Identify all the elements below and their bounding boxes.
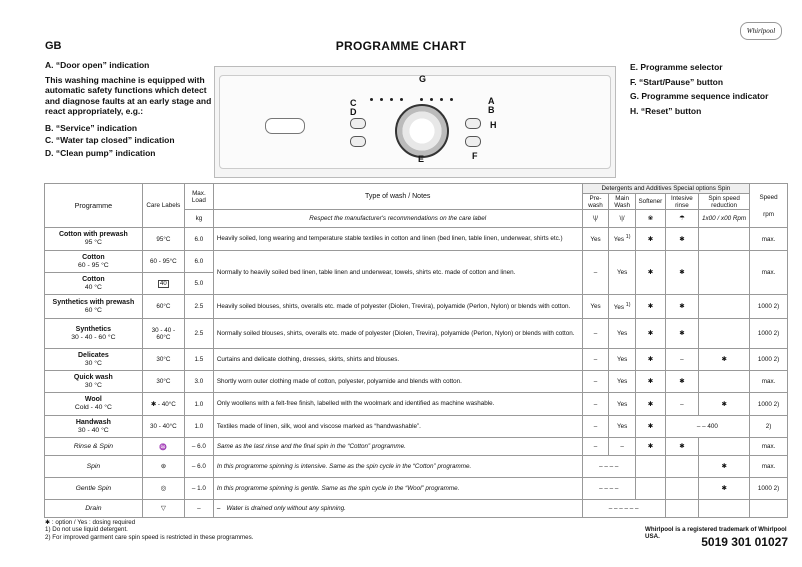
programme-title: Delicates xyxy=(78,351,109,359)
indication-h: H. “Reset” button xyxy=(630,105,702,116)
speed-value: max. xyxy=(750,251,788,295)
care-label: 60 - 95°C xyxy=(142,251,184,273)
programme-title: Synthetics with prewash xyxy=(52,298,135,306)
indicator-led xyxy=(390,98,393,101)
care-label: 30°C xyxy=(142,371,184,393)
prewash-value: Yes xyxy=(582,228,609,251)
table-row xyxy=(45,478,788,500)
programme-name xyxy=(45,416,143,438)
softener-value xyxy=(635,478,665,500)
care-label: 60°C xyxy=(142,295,184,319)
programme-name xyxy=(45,456,143,478)
programme-temp: 30 °C xyxy=(84,381,102,389)
programme-title: Cotton xyxy=(82,253,105,261)
programme-title: Wool xyxy=(84,396,102,403)
table-row xyxy=(45,456,788,478)
programme-title: Rinse & Spin xyxy=(73,442,114,450)
indication-d: D. “Clean pump” indication xyxy=(45,147,156,158)
country-code: GB xyxy=(45,40,62,52)
control-panel-face xyxy=(219,75,611,169)
care-label: 95°C xyxy=(142,228,184,251)
col-detergents-group: Detergents and Additives Special options Spin xyxy=(582,184,750,194)
intensive-rinse-value: ✱ xyxy=(665,251,698,295)
max-load: 6.0 xyxy=(184,251,213,273)
col-kg: kg xyxy=(184,210,213,228)
respect-note: Respect the manufacturer's recommendations on the care label xyxy=(213,210,582,228)
indication-b: B. “Service” indication xyxy=(45,122,138,133)
care-label: ♒ xyxy=(142,438,184,456)
intensive-rinse-value: ✱ xyxy=(665,228,698,251)
panel-label-d: D xyxy=(350,107,357,117)
wash-notes xyxy=(213,500,582,518)
panel-label-c: C xyxy=(350,98,357,108)
wash-notes: Shortly worn outer clothing made of cotton, polyester, polyamide and blends with cotton. xyxy=(213,371,582,393)
programme-name xyxy=(45,478,143,500)
wash-notes: Heavily soiled, long wearing and temperature stable textiles in cotton and linen (bed linen, table linen, underwear, shirts etc.) xyxy=(213,228,582,251)
col-programme: Programme xyxy=(45,184,143,228)
programme-name xyxy=(45,393,143,416)
prewash-value: – xyxy=(582,416,609,438)
panel-brand-badge xyxy=(265,118,305,134)
col-speed xyxy=(750,184,788,228)
indicator-led xyxy=(380,98,383,101)
spin-reduction-value xyxy=(699,438,750,456)
left-indications xyxy=(45,60,215,158)
speed-value: 1000 2) xyxy=(750,295,788,319)
mainwash-value: Yes xyxy=(609,349,636,371)
spin-reduction-value xyxy=(699,500,750,518)
care-label: 30°C xyxy=(142,349,184,371)
speed-value: max. xyxy=(750,438,788,456)
softener-icon: ❀ xyxy=(635,210,665,228)
indication-f: F. “Start/Pause” button xyxy=(630,76,724,87)
prewash-icon: \|/ xyxy=(582,210,609,228)
panel-label-e: E xyxy=(418,154,425,164)
spin-rpm-note: 1x00 / x00 Rpm xyxy=(699,210,750,228)
programme-temp: 30 - 40 °C xyxy=(78,426,109,434)
care-label: ◎ xyxy=(142,478,184,500)
table-row xyxy=(45,295,788,319)
softener-value: ✱ xyxy=(635,393,665,416)
table-row xyxy=(45,393,788,416)
programme-temp: Cold - 40 °C xyxy=(74,404,112,411)
speed-label: Speed xyxy=(759,193,778,201)
max-load: 6.0 xyxy=(184,228,213,251)
programme-title: Handwash xyxy=(75,418,111,426)
col-spin-speed-reduction: Spin speed reduction xyxy=(699,194,750,210)
intensive-rinse-value: ✱ xyxy=(665,438,698,456)
wash-notes: Heavily soiled blouses, shirts, overalls etc. made of polyester (Diolen, Trevira), polyamide (Perlon, Nylon) or blends with cotton. xyxy=(213,295,582,319)
mainwash-value: Yes xyxy=(609,393,636,416)
rinse-icon: ☂ xyxy=(665,210,698,228)
speed-value: 1000 2) xyxy=(750,349,788,371)
programme-name xyxy=(45,295,143,319)
speed-value: 1000 2) xyxy=(750,478,788,500)
intensive-rinse-value xyxy=(665,456,698,478)
panel-label-f: F xyxy=(472,151,478,161)
mainwash-value: Yes xyxy=(609,319,636,349)
prewash-value: – xyxy=(582,251,609,295)
care-label xyxy=(142,273,184,295)
programme-title: Spin xyxy=(86,462,101,470)
programme-temp: 95 °C xyxy=(84,239,102,246)
wash-notes: Textiles made of linen, silk, wool and viscose marked as “handwashable”. xyxy=(213,416,582,438)
indication-e: E. Programme selector xyxy=(630,62,723,72)
max-load: 5.0 xyxy=(184,273,213,295)
indicator-led xyxy=(430,98,433,101)
speed-value: 1000 2) xyxy=(750,319,788,349)
mainwash-icon: \|/ xyxy=(609,210,636,228)
programme-temp: 60 - 95 °C xyxy=(78,261,109,269)
indicator-led xyxy=(370,98,373,101)
intensive-rinse-value xyxy=(665,478,698,500)
rpm-label: rpm xyxy=(763,210,774,218)
footnote-1: 1) Do not use liquid detergent. xyxy=(45,526,128,534)
max-load: 1.5 xyxy=(184,349,213,371)
max-load: 2.5 xyxy=(184,319,213,349)
programme-name xyxy=(45,273,143,295)
mainwash-value xyxy=(609,228,636,251)
footnote-2: 2) For improved garment care spin speed is restricted in these programmes. xyxy=(45,533,254,541)
intensive-rinse-value: ✱ xyxy=(665,319,698,349)
programme-name xyxy=(45,228,143,251)
panel-label-g: G xyxy=(419,74,427,84)
start-pause-button-drawing xyxy=(465,136,481,147)
speed-value: max. xyxy=(750,371,788,393)
speed-value: max. xyxy=(750,228,788,251)
max-load: 3.0 xyxy=(184,371,213,393)
load-dash: – xyxy=(216,504,221,512)
spin-reduction-value xyxy=(699,228,750,251)
max-load: – 6.0 xyxy=(184,456,213,478)
col-type-of-wash: Type of wash / Notes xyxy=(213,184,582,210)
prewash-value: Yes xyxy=(582,295,609,319)
panel-label-b: B xyxy=(488,105,495,115)
wash-notes: Curtains and delicate clothing, dresses, skirts, shirts and blouses. xyxy=(213,349,582,371)
max-load: 1.0 xyxy=(184,416,213,438)
spin-reduction-value: ✱ xyxy=(699,456,750,478)
col-mainwash: Main Wash xyxy=(609,194,636,210)
indication-g: G. Programme sequence indicator xyxy=(630,91,769,101)
programme-temp: 60 °C xyxy=(84,306,102,314)
mainwash-footnote: 1) xyxy=(625,234,631,241)
programme-name xyxy=(45,349,143,371)
table-row xyxy=(45,349,788,371)
max-load-pre: – xyxy=(184,500,213,518)
softener-value: ✱ xyxy=(635,416,665,438)
document-code: 5019 301 01027 xyxy=(701,535,788,549)
indication-a: A. “Door open” indication xyxy=(45,60,150,70)
care-symbol: 40 xyxy=(160,280,167,287)
mainwash-value xyxy=(609,295,636,319)
wash-notes: In this programme spinning is gentle. Same as the spin cycle in the “Wool” programme. xyxy=(213,478,582,500)
programme-name xyxy=(45,438,143,456)
spin-reduction-value: ✱ xyxy=(699,349,750,371)
spin-reduction-value xyxy=(699,295,750,319)
softener-value: ✱ xyxy=(635,438,665,456)
care-label: 30 - 40°C xyxy=(142,416,184,438)
mainwash-text: Yes xyxy=(613,236,625,244)
intensive-rinse-value: ✱ xyxy=(665,295,698,319)
mainwash-footnote: 1) xyxy=(625,301,631,308)
spin-reduction-value xyxy=(699,371,750,393)
max-load: 1.0 xyxy=(184,393,213,416)
max-load: 2.5 xyxy=(184,295,213,319)
table-row xyxy=(45,228,788,251)
prewash-value: – xyxy=(582,371,609,393)
spin-reduction-value: ✱ xyxy=(699,393,750,416)
option-button-drawing xyxy=(350,136,366,147)
notes-text: Water is drained only without any spinning. xyxy=(226,504,346,512)
safety-intro: This washing machine is equipped with automatic safety functions which detect and diagnose faults at an early stage and react appropriately, e.g.: xyxy=(45,74,212,116)
programme-title: Cotton with prewash xyxy=(58,231,128,238)
speed-value: 1000 2) xyxy=(750,393,788,416)
mainwash-text: Yes xyxy=(613,304,625,312)
table-row xyxy=(45,371,788,393)
option-button-drawing xyxy=(350,118,366,129)
intensive-rinse-value: – xyxy=(665,349,698,371)
care-label: ▽ xyxy=(142,500,184,518)
programme-name xyxy=(45,319,143,349)
prewash-value: – – – – xyxy=(582,478,635,500)
footnote-star: ✱ : option / Yes : dosing required xyxy=(45,519,136,526)
softener-value: ✱ xyxy=(635,349,665,371)
care-label: 30 - 40 - 60°C xyxy=(142,319,184,349)
indicator-led xyxy=(440,98,443,101)
mainwash-value: Yes xyxy=(609,251,636,295)
brand-logo: Whirlpool xyxy=(740,22,782,40)
mainwash-value: – xyxy=(609,438,636,456)
programme-title: Gentle Spin xyxy=(75,484,112,492)
wash-notes: In this programme spinning is intensive. Same as the spin cycle in the “Cotton” programme. xyxy=(213,456,582,478)
programme-selector-dial xyxy=(395,104,449,158)
softener-value xyxy=(635,456,665,478)
mainwash-value: Yes xyxy=(609,416,636,438)
care-label: ⊛ xyxy=(142,456,184,478)
speed-value: max. xyxy=(750,456,788,478)
intensive-rinse-value: ✱ xyxy=(665,371,698,393)
prewash-value: – – – – – – xyxy=(582,500,665,518)
intensive-rinse-value xyxy=(665,500,698,518)
footnotes xyxy=(45,519,253,541)
right-indications xyxy=(630,60,790,118)
intensive-rinse-value: – xyxy=(665,393,698,416)
wash-notes: Normally soiled blouses, shirts, overalls etc. made of polyester (Diolen, Trevira), polyamide (Perlon, Nylon) or blends with cotton. xyxy=(213,319,582,349)
max-load: – 6.0 xyxy=(184,438,213,456)
programme-temp: 30 - 40 - 60 °C xyxy=(71,333,116,341)
panel-label-a: A xyxy=(488,96,495,106)
programme-temp: 30 °C xyxy=(84,359,102,367)
control-panel-illustration xyxy=(214,66,616,178)
max-load: – 1.0 xyxy=(184,478,213,500)
programme-title: Quick wash xyxy=(73,373,113,381)
page-title: PROGRAMME CHART xyxy=(335,39,467,53)
trademark-note: Whirlpool is a registered trademark of Whirlpool USA. xyxy=(645,526,787,540)
prewash-value: – xyxy=(582,319,609,349)
table-row xyxy=(45,416,788,438)
programme-temp: 40 °C xyxy=(84,283,102,291)
col-max-load: Max. Load xyxy=(184,184,213,210)
col-care-labels: Care Labels xyxy=(142,184,184,228)
indicator-led xyxy=(450,98,453,101)
speed-value: 2) xyxy=(750,416,788,438)
mainwash-value: Yes xyxy=(609,371,636,393)
softener-value: ✱ xyxy=(635,295,665,319)
programme-name xyxy=(45,251,143,273)
softener-value: ✱ xyxy=(635,228,665,251)
spin-reduction-value xyxy=(699,251,750,295)
intensive-rinse-value: – – 400 xyxy=(665,416,749,438)
speed-value xyxy=(750,500,788,518)
panel-label-h: H xyxy=(490,120,497,130)
col-prewash: Pre-wash xyxy=(582,194,609,210)
table-row xyxy=(45,251,788,273)
col-softener: Softener xyxy=(635,194,665,210)
prewash-value: – xyxy=(582,393,609,416)
table-row xyxy=(45,438,788,456)
indicator-led xyxy=(420,98,423,101)
prewash-value: – xyxy=(582,349,609,371)
programme-title: Drain xyxy=(85,504,102,512)
programme-title: Synthetics xyxy=(75,325,112,333)
softener-value: ✱ xyxy=(635,319,665,349)
table-row xyxy=(45,500,788,518)
table-row xyxy=(45,319,788,349)
col-intensive-rinse: Intesive rinse xyxy=(665,194,698,210)
indicator-led xyxy=(400,98,403,101)
programme-name xyxy=(45,371,143,393)
wash-notes: Normally to heavily soiled bed linen, table linen and underwear, towels, shirts etc. made of cotton and linen. xyxy=(213,251,582,295)
programme-name xyxy=(45,500,143,518)
indication-c: C. “Water tap closed” indication xyxy=(45,135,175,145)
programme-title: Cotton xyxy=(82,275,105,283)
softener-value: ✱ xyxy=(635,251,665,295)
reset-button-drawing xyxy=(465,118,481,129)
spin-reduction-value xyxy=(699,319,750,349)
care-label: ✱ - 40°C xyxy=(142,393,184,416)
prewash-value: – – – – xyxy=(582,456,635,478)
spin-reduction-value: ✱ xyxy=(699,478,750,500)
prewash-value: – xyxy=(582,438,609,456)
softener-value: ✱ xyxy=(635,371,665,393)
programme-table xyxy=(44,183,788,518)
wash-notes: Same as the last rinse and the final spin in the “Cotton” programme. xyxy=(213,438,582,456)
wash-notes: Only woollens with a felt-free finish, labelled with the woolmark and identified as machine washable. xyxy=(213,393,582,416)
